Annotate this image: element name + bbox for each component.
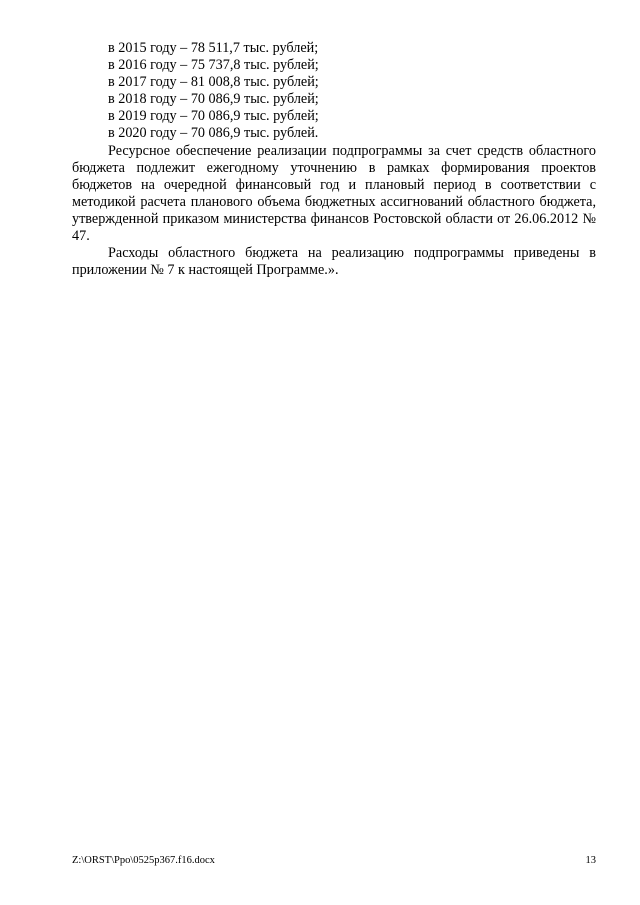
funding-year-line: в 2017 году – 81 008,8 тыс. рублей; [108, 74, 319, 91]
funding-year-line: в 2015 году – 78 511,7 тыс. рублей; [108, 40, 319, 56]
resource-provision-paragraph: Ресурсное обеспечение реализации подпрограммы за счет средств областного бюджета подлежит ежегодному уточнению в рамках формирования проектов бюджетов на очередной финансовый год и плановый период в соответствии с методикой расчета планового объема бюджетных ассигнований областного бюджета, утвержденной приказом министерства финансов Ростовской области от 26.06.2012 № 47. [72, 142, 596, 245]
footer-file-path: Z:\ORST\Ppo\0525p367.f16.docx [72, 855, 215, 866]
expenses-paragraph: Расходы областного бюджета на реализацию подпрограммы приведены в приложении № 7 к настоящей Программе.». [72, 245, 596, 279]
funding-year-line: в 2019 году – 70 086,9 тыс. рублей; [108, 108, 319, 125]
funding-by-year-list [72, 40, 596, 143]
funding-year-line: в 2018 году – 70 086,9 тыс. рублей; [108, 91, 319, 108]
document-body [72, 40, 596, 279]
page-number: 13 [585, 855, 596, 866]
funding-year-line: в 2020 году – 70 086,9 тыс. рублей. [108, 125, 319, 142]
funding-year-line: в 2016 году – 75 737,8 тыс. рублей; [108, 57, 319, 74]
